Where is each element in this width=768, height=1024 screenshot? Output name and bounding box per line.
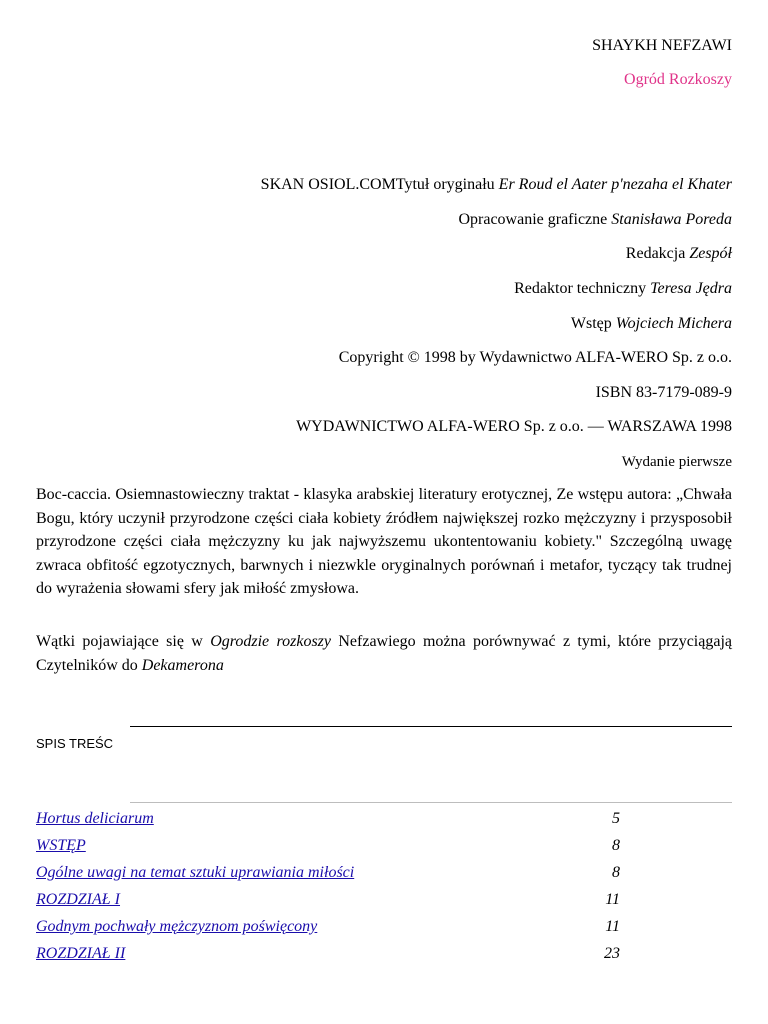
toc-link-rozdzial-2[interactable]: ROZDZIAŁ II [36,945,126,962]
toc-page-number: 23 [604,945,620,962]
toc-item [36,837,620,857]
toc-page-number: 11 [605,891,620,908]
credit-original-title [261,175,732,194]
toc-item [36,864,620,884]
toc-link-godnym-pochwaly[interactable]: Godnym pochwały mężczyznom poświęcony [36,918,318,935]
credit-editorial [626,244,732,263]
credit-label: Opracowanie graficzne [458,211,608,228]
credit-label: Wstęp [570,315,612,332]
publisher-line: WYDAWNICTWO ALFA-WERO Sp. z o.o. — WARSZAWA 1998 [296,418,732,435]
paragraph-text: Wątki pojawiające się w [36,633,211,650]
paragraph-text: Nefzawiego można porównywać z tymi, które przyciągają Czytelników do [36,633,733,674]
toc-page-number: 11 [605,918,620,935]
credit-value: Er Roud el Aater p'nezaha el Khater [498,176,732,193]
toc-page-number: 8 [612,837,620,854]
toc-link-rozdzial-1[interactable]: ROZDZIAŁ I [36,891,121,908]
author-name: SHAYKH NEFZAWI [592,37,732,54]
credit-label: Redaktor techniczny [514,280,647,297]
toc-item [36,810,620,830]
book-title: Ogród Rozkoszy [624,71,732,88]
credit-introduction [571,314,732,333]
credit-value: Zespół [689,245,732,262]
credit-value: Teresa Jędra [650,280,732,297]
credit-value: Wojciech Michera [615,315,732,332]
description-paragraph: Boc-caccia. Osiemnastowieczny traktat - klasyka arabskiej literatury erotycznej, Ze wstępu autora: „Chwała Bogu, który uczynił przyrodzone części ciała kobiety źródłem największej rozko mężczyzny i przysposobił przyrodzone części ciała mężczyzny ku jak najwyższemu ukontentowaniu kobiety." Szczególną uwagę zwraca obfitość egzotycznych, barwnych i niezwkle oryginalnych porównań i metafor, tyczący tak trudnej do wyrażenia słowami sfery jak miłość zmysłowa. [36,486,732,597]
toc-page-number: 8 [612,864,620,881]
credit-label: SKAN OSIOL.COMTytuł oryginału [260,176,495,193]
toc-page-number: 5 [612,810,620,827]
toc-divider [130,802,732,803]
isbn: ISBN 83-7179-089-9 [595,384,732,401]
toc-link-hortus-deliciarum[interactable]: Hortus deliciarum [36,810,154,827]
credit-graphic-design [458,210,732,229]
toc-item [36,945,620,965]
credit-value: Stanisława Poreda [611,211,732,228]
copyright-notice: Copyright © 1998 by Wydawnictwo ALFA-WERO Sp. z o.o. [338,349,732,366]
toc-heading: SPIS TREŚC [36,736,114,751]
toc-link-ogolne-uwagi[interactable]: Ogólne uwagi na temat sztuki uprawiania miłości [36,864,355,881]
book-title-reference: Ogrodzie rozkoszy [210,633,332,650]
credit-technical-editor [514,279,732,298]
credit-label: Redakcja [625,245,686,262]
decameron-reference: Dekamerona [141,656,224,674]
edition-note: Wydanie pierwsze [621,454,732,470]
intro-paragraph [36,630,732,677]
toc-item [36,891,620,911]
toc-link-wstep[interactable]: WSTĘP [36,837,86,854]
section-divider [130,726,732,727]
toc-item [36,918,620,938]
